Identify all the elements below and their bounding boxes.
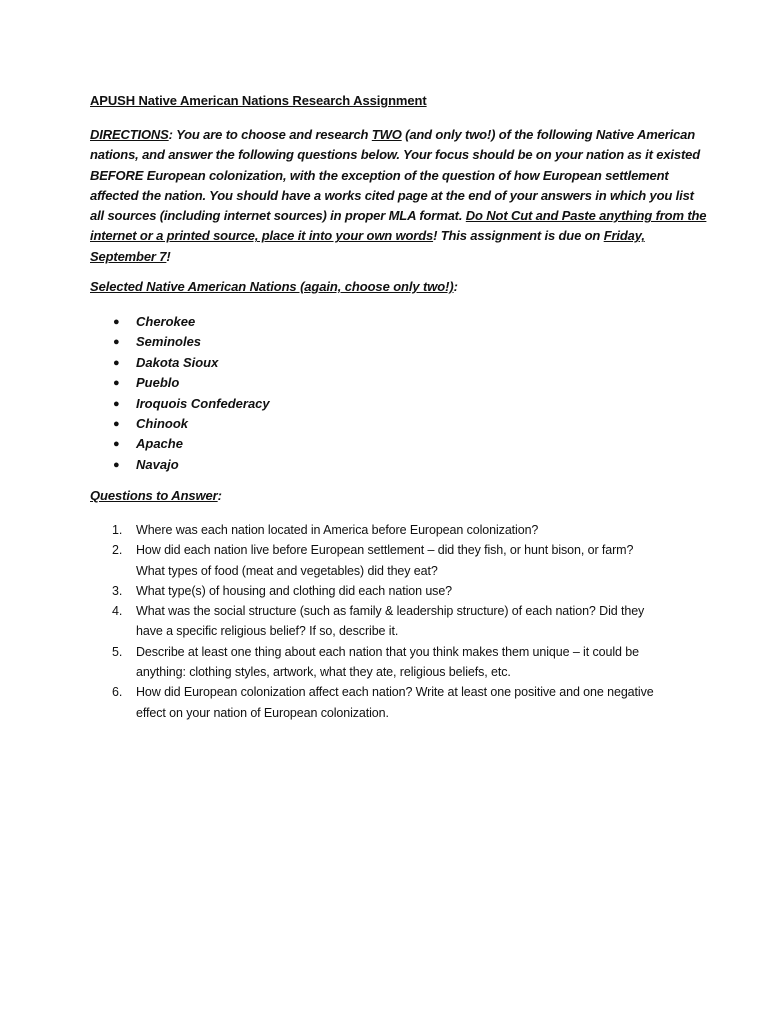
nation-name: Chinook (136, 415, 188, 431)
directions-line-6 (90, 226, 686, 246)
nation-name: Cherokee (136, 314, 196, 329)
question-text: What types of food (meat and vegetables) did they eat? (136, 563, 438, 578)
no-copy-warning: Do Not Cut and Paste anything from the (465, 208, 707, 224)
bullet-icon: ● (113, 336, 120, 349)
directions-text: all sources (including internet sources) in proper MLA format. (90, 208, 466, 224)
bullet-icon: ● (113, 316, 120, 328)
question-item (0, 581, 654, 601)
directions-line-4: affected the nation. You should have a works cited page at the end of your answers in which you list (90, 187, 694, 203)
question-text: anything: clothing styles, artwork, what they ate, religious beliefs, etc. (136, 665, 511, 680)
directions-paragraph (90, 125, 707, 267)
directions-text: (and only two!) of the following Native American (401, 127, 696, 142)
question-text: How did European colonization affect each nation? Write at least one positive and one negative (136, 685, 654, 700)
question-item (0, 520, 654, 540)
questions-list (0, 520, 654, 723)
question-number: 3. (112, 583, 123, 598)
question-item (0, 682, 654, 723)
directions-text: : You are to choose and research (168, 127, 372, 142)
directions-label: DIRECTIONS (90, 127, 169, 142)
questions-heading-colon: : (217, 488, 222, 503)
bullet-icon: ● (113, 458, 120, 471)
no-copy-warning: internet or a printed source, place it into your own words (90, 228, 434, 244)
directions-line-1 (90, 125, 696, 145)
question-number: 2. (112, 543, 123, 558)
directions-line-3: BEFORE European colonization, with the exception of the question of how European settlement (90, 167, 669, 183)
directions-text: ! This assignment is due on (433, 228, 604, 244)
bullet-icon: ● (113, 438, 120, 451)
question-number: 4. (112, 604, 123, 619)
question-item (0, 642, 654, 683)
directions-text: ! (166, 248, 171, 264)
question-text: What type(s) of housing and clothing did each nation use? (136, 583, 453, 598)
emphasis-two: TWO (371, 127, 402, 142)
question-text: How did each nation live before European settlement – did they fish, or hunt bison, or farm? (136, 543, 634, 558)
nation-name: Navajo (136, 456, 179, 472)
nation-name: Pueblo (136, 375, 180, 391)
document-title: APUSH Native American Nations Research Assignment (90, 93, 427, 108)
nation-name: Seminoles (136, 334, 202, 350)
question-text: have a specific religious belief? If so, describe it. (136, 624, 399, 639)
question-text: Describe at least one thing about each nation that you think makes them unique – it could be (136, 644, 639, 659)
nations-heading (90, 279, 458, 294)
due-day: Friday, (603, 228, 645, 244)
question-number: 5. (112, 644, 123, 659)
nation-name: Dakota Sioux (136, 354, 219, 370)
directions-line-5 (90, 206, 707, 226)
question-text: Where was each nation located in America before European colonization? (136, 523, 539, 537)
questions-heading-text: Questions to Answer (90, 488, 218, 503)
question-number: 1. (112, 523, 123, 537)
bullet-icon: ● (113, 417, 120, 430)
nations-heading-colon: : (453, 279, 458, 294)
directions-line-7 (90, 247, 686, 267)
questions-heading (90, 488, 222, 503)
question-item (0, 601, 654, 642)
question-item (0, 540, 654, 581)
nations-heading-text: Selected Native American Nations (again, choose only two!) (90, 279, 454, 294)
nation-name: Apache (136, 436, 183, 452)
directions-line-2: nations, and answer the following questions below. Your focus should be on your nation as it existed (90, 147, 701, 163)
bullet-icon: ● (113, 377, 120, 390)
nation-name: Iroquois Confederacy (136, 395, 270, 411)
bullet-icon: ● (113, 356, 120, 369)
question-text: What was the social structure (such as family & leadership structure) of each nation? Did they (136, 604, 645, 619)
question-text: effect on your nation of European colonization. (136, 705, 389, 720)
bullet-icon: ● (113, 397, 120, 410)
question-number: 6. (112, 685, 123, 700)
due-date: September 7 (90, 248, 167, 264)
